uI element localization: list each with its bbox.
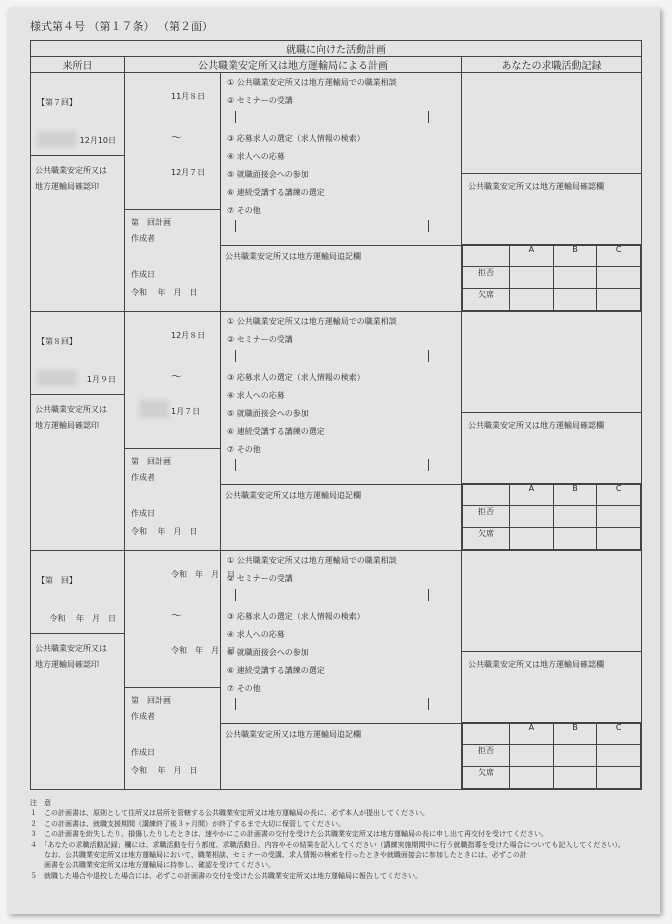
visit-cell	[31, 551, 125, 790]
divider	[31, 633, 124, 634]
grid-col-header: B	[553, 484, 597, 506]
period-start: 11月８日	[171, 92, 206, 101]
plan-meta-date: 令和 年 月 日	[131, 288, 198, 297]
grid-col-header: A	[510, 245, 554, 267]
visit-cell	[31, 73, 125, 312]
divider	[221, 723, 461, 724]
period-end: 1月７日	[171, 407, 201, 416]
grid-cell[interactable]	[510, 267, 554, 289]
record-stamp-label: 公共職業安定所又は地方運輸局確認欄	[468, 660, 604, 669]
grid-row-label: 拒否	[463, 267, 510, 289]
period-tilde: ～	[171, 609, 182, 622]
col-header-plan: 公共職業安定所又は地方運輸局による計画	[125, 57, 462, 73]
grid-row-label: 欠席	[463, 767, 510, 789]
period-end: 令和 年 月 日	[171, 646, 235, 655]
grid-cell[interactable]	[510, 528, 554, 550]
plan-item: ③ 応募求人の選定（求人情報の検索）	[227, 134, 365, 143]
plan-item: ③ 応募求人の選定（求人情報の検索）	[227, 373, 365, 382]
grid-col-header: B	[553, 723, 597, 745]
redacted-area	[37, 370, 77, 386]
grid-cell[interactable]	[510, 289, 554, 311]
items-area	[221, 551, 461, 789]
col-header-visit: 来所日	[31, 57, 125, 73]
period-tilde: ～	[171, 370, 182, 383]
grid-cell[interactable]	[553, 528, 597, 550]
note-line: ５ 就職した場合や退校した場合には、必ずこの計画書の交付を受けた公共職業安定所又は地方運輸局に報告してください。	[30, 871, 422, 880]
plan-item: ③ 応募求人の選定（求人情報の検索）	[227, 612, 365, 621]
plan-item: ⑤ 就職面接会への参加	[227, 409, 309, 418]
redacted-area	[139, 400, 169, 418]
plan-content	[125, 551, 461, 789]
stamp-label: 公共職業安定所又は 地方運輸局確認印	[35, 166, 107, 191]
grid-cell[interactable]	[597, 528, 641, 550]
record-content	[462, 551, 641, 789]
stamp-label: 公共職業安定所又は 地方運輸局確認印	[35, 405, 107, 430]
redacted-area	[37, 131, 77, 147]
divider	[221, 484, 461, 485]
session-label: 【第 回】	[37, 576, 77, 585]
record-stamp-label: 公共職業安定所又は地方運輸局確認欄	[468, 421, 604, 430]
grid-cell[interactable]	[510, 506, 554, 528]
activity-plan-table	[30, 40, 642, 790]
period-tilde: ～	[171, 131, 182, 144]
grid-cell[interactable]	[553, 267, 597, 289]
divider	[462, 651, 641, 652]
grid-row-label: 拒否	[463, 745, 510, 767]
plan-item: ② セミナーの受講	[227, 574, 293, 583]
additional-label: 公共職業安定所又は地方運輸局追記欄	[225, 491, 361, 500]
note-line: なお、公共職業安定所又は地方運輸局において、職業相談、セミナーの受講、求人情報の検索を行ったときや就職面接会に参加したときには、必ずこの計	[30, 851, 527, 860]
grid-col-header: A	[510, 484, 554, 506]
plan-cell	[125, 551, 462, 790]
plan-block-2	[31, 312, 642, 551]
bracket	[235, 698, 429, 710]
plan-meta-plan_no: 第 回計画	[131, 696, 171, 705]
notes-title: 注 意	[30, 799, 51, 807]
plan-item: ⑥ 連続受講する講練の選定	[227, 666, 325, 675]
bracket	[235, 111, 429, 123]
grid-col-header: C	[597, 723, 641, 745]
grid-cell[interactable]	[553, 767, 597, 789]
form-id: 様式第４号 （第１７条） （第２面）	[30, 20, 213, 33]
grid-cell[interactable]	[597, 506, 641, 528]
plan-item: ① 公共職業安定所又は地方運輸局での職業相談	[227, 78, 397, 87]
plan-item: ⑦ その他	[227, 684, 261, 693]
plan-meta-date: 令和 年 月 日	[131, 766, 198, 775]
grid-corner	[463, 723, 510, 745]
plan-cell	[125, 73, 462, 312]
items-area	[221, 73, 461, 311]
divider	[462, 412, 641, 413]
result-grid	[462, 483, 641, 550]
visit-date: 令和 年 月 日	[49, 614, 116, 623]
bracket	[235, 459, 429, 471]
plan-meta-author: 作成者	[131, 234, 155, 243]
bracket	[235, 589, 429, 601]
stamp-label: 公共職業安定所又は 地方運輸局確認印	[35, 644, 107, 669]
grid-corner	[463, 484, 510, 506]
plan-item: ⑤ 就職面接会への参加	[227, 648, 309, 657]
plan-meta-author: 作成者	[131, 712, 155, 721]
bracket	[235, 220, 429, 232]
grid-cell[interactable]	[553, 745, 597, 767]
plan-content	[125, 73, 461, 311]
visit-content	[31, 312, 124, 550]
plan-item: ② セミナーの受講	[227, 335, 293, 344]
grid-col-header: C	[597, 484, 641, 506]
grid-cell[interactable]	[510, 767, 554, 789]
visit-content	[31, 551, 124, 789]
plan-content	[125, 312, 461, 550]
record-content	[462, 312, 641, 550]
record-stamp-label: 公共職業安定所又は地方運輸局確認欄	[468, 182, 604, 191]
grid-row-label: 拒否	[463, 506, 510, 528]
divider	[31, 394, 124, 395]
plan-item: ④ 求人への応募	[227, 630, 285, 639]
visit-date: 12月10日	[79, 136, 116, 145]
visit-cell	[31, 312, 125, 551]
plan-item: ④ 求人への応募	[227, 391, 285, 400]
plan-meta-created: 作成日	[131, 270, 155, 279]
additional-label: 公共職業安定所又は地方運輸局追記欄	[225, 730, 361, 739]
additional-label: 公共職業安定所又は地方運輸局追記欄	[225, 252, 361, 261]
grid-cell[interactable]	[597, 289, 641, 311]
grid-cell[interactable]	[553, 289, 597, 311]
grid-corner	[463, 245, 510, 267]
plan-block-3	[31, 551, 642, 790]
visit-date: 1月９日	[86, 375, 116, 384]
col-header-record: あなたの求職活動記録	[462, 57, 642, 73]
note-line: ２ この計画書は、就職支援期間（講練終了後３ヶ月間）が終了するまで大切に保管してください。	[30, 819, 345, 828]
note-line: ４ 「あなたの求職活動記録」欄には、求職活動を行う都度、求職活動日、内容やその結果を記入してください（講練実施期間中に行う就職指導を受けた場合についても記入してください）。	[30, 840, 625, 849]
grid-cell[interactable]	[597, 745, 641, 767]
grid-col-header: C	[597, 245, 641, 267]
record-cell	[462, 312, 642, 551]
period-start: 令和 年 月 日	[171, 570, 235, 579]
session-label: 【第７回】	[37, 98, 77, 107]
divider	[125, 209, 220, 210]
divider	[31, 155, 124, 156]
grid-row-label: 欠席	[463, 289, 510, 311]
visit-content	[31, 73, 124, 311]
plan-item: ⑥ 連続受講する講練の選定	[227, 427, 325, 436]
plan-item: ① 公共職業安定所又は地方運輸局での職業相談	[227, 317, 397, 326]
plan-meta-created: 作成日	[131, 748, 155, 757]
note-line: １ この計画書は、原則として住所又は居所を管轄する公共職業安定所又は地方運輸局の長に、必ず本人が提出してください。	[30, 809, 429, 818]
record-cell	[462, 73, 642, 312]
grid-col-header: A	[510, 723, 554, 745]
table-title: 就職に向けた活動計画	[31, 41, 642, 57]
bracket	[235, 350, 429, 362]
plan-item: ⑦ その他	[227, 445, 261, 454]
grid-col-header: B	[553, 245, 597, 267]
session-label: 【第８回】	[37, 337, 77, 346]
plan-item: ⑦ その他	[227, 206, 261, 215]
grid-cell[interactable]	[597, 767, 641, 789]
grid-cell[interactable]	[553, 506, 597, 528]
divider	[125, 687, 220, 688]
note-line: ３ この計画書を紛失したり、損傷したりしたときは、速やかにこの計画書の交付を受けた公共職業安定所又は地方運輸局の長に申し出て再交付を受けてください。	[30, 830, 548, 839]
plan-item: ① 公共職業安定所又は地方運輸局での職業相談	[227, 556, 397, 565]
divider	[462, 173, 641, 174]
plan-meta-created: 作成日	[131, 509, 155, 518]
plan-item: ② セミナーの受講	[227, 96, 293, 105]
items-area	[221, 312, 461, 550]
record-cell	[462, 551, 642, 790]
plan-item: ⑥ 連続受講する講練の選定	[227, 188, 325, 197]
plan-cell	[125, 312, 462, 551]
plan-item: ⑤ 就職面接会への参加	[227, 170, 309, 179]
note-line: 画書を公共職業安定所又は地方運輸局に持参し、確認を受けてください。	[30, 861, 275, 870]
record-content	[462, 73, 641, 311]
plan-item: ④ 求人への応募	[227, 152, 285, 161]
grid-cell[interactable]	[597, 267, 641, 289]
plan-meta-author: 作成者	[131, 473, 155, 482]
plan-meta-date: 令和 年 月 日	[131, 527, 198, 536]
divider	[125, 448, 220, 449]
plan-meta-plan_no: 第 回計画	[131, 457, 171, 466]
plan-meta-plan_no: 第 回計画	[131, 218, 171, 227]
result-grid	[462, 244, 641, 311]
period-start: 12月８日	[171, 331, 206, 340]
grid-row-label: 欠席	[463, 528, 510, 550]
period-end: 12月７日	[171, 168, 206, 177]
divider	[221, 245, 461, 246]
grid-cell[interactable]	[510, 745, 554, 767]
plan-block-1	[31, 73, 642, 312]
notes-section	[30, 798, 650, 881]
result-grid	[462, 722, 641, 789]
